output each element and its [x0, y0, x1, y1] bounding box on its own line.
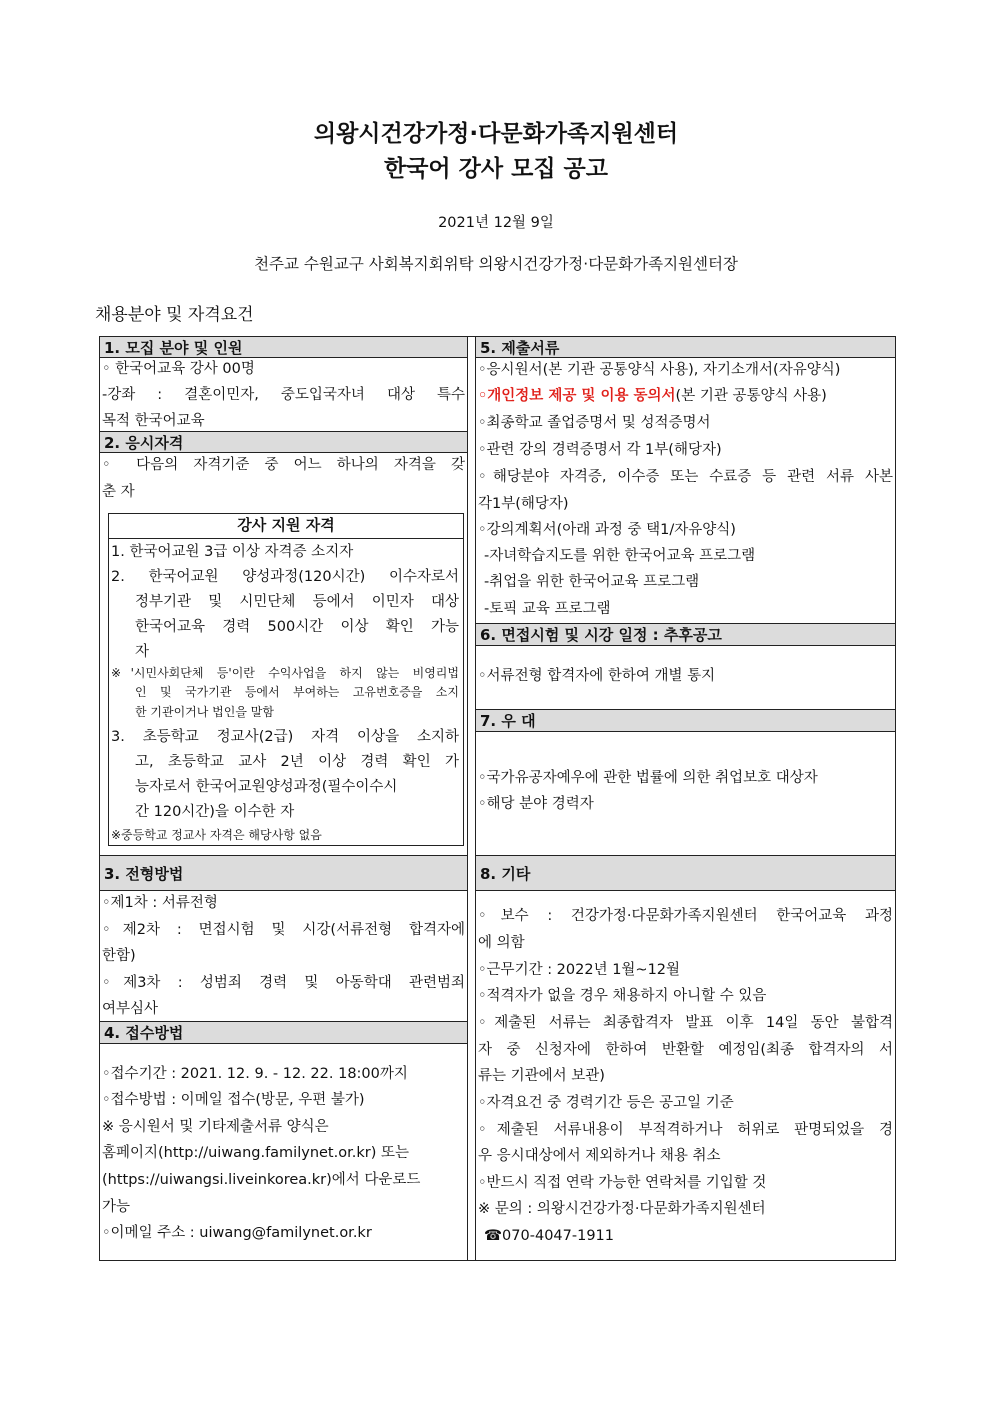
- left-column: [100, 337, 467, 1260]
- sec4-line: (https://uiwangsi.liveinkorea.kr)에서 다운로드: [102, 1172, 421, 1188]
- sec8-line: ◦반드시 직접 연락 가능한 연락처를 기입할 것: [478, 1175, 767, 1191]
- doc-subtitle: 한국어 강사 모집 공고: [384, 156, 608, 182]
- sec5-line-consent: [478, 386, 893, 406]
- qual-item: 2. 한국어교원 양성과정(120시간) 이수자로서: [111, 569, 459, 585]
- sec7-line: ◦국가유공자예우에 관한 법률에 의한 취업보호 대상자: [478, 770, 818, 786]
- section-4-header: 4. 접수방법: [100, 1021, 467, 1044]
- consent-form-highlight: ◦개인정보 제공 및 이용 동의서: [478, 388, 676, 404]
- qualification-box-title: 강사 지원 자격: [109, 514, 463, 539]
- sec8-line: ◦적격자가 없을 경우 채용하지 아니할 수 있음: [478, 988, 767, 1004]
- sec3-line: 여부심사: [102, 1001, 159, 1017]
- sec5-line: -취업을 위한 한국어교육 프로그램: [484, 574, 700, 590]
- sec8-line: ◦자격요건 중 경력기간 등은 공고일 기준: [478, 1095, 734, 1111]
- sec8-line: ◦근무기간 : 2022년 1월~12월: [478, 962, 681, 978]
- qual-item: 1. 한국어교원 3급 이상 자격증 소지자: [111, 544, 354, 560]
- sec2-line: 춘 자: [102, 484, 135, 500]
- qual-item: 자: [135, 644, 150, 660]
- qual-note: 한 기관이거나 법인을 말함: [135, 705, 274, 719]
- sec8-line: ※ 문의 : 의왕시건강가정·다문화가족지원센터: [478, 1201, 766, 1217]
- qual-item: 한국어교육 경력 500시간 이상 확인 가능: [135, 619, 459, 635]
- sec7-line: ◦해당 분야 경력자: [478, 796, 594, 812]
- section-6-header: 6. 면접시험 및 시강 일정 : 추후공고: [476, 623, 895, 646]
- right-column: [476, 337, 895, 1260]
- sec5-line: ◦응시원서(본 기관 공통양식 사용), 자기소개서(자유양식): [478, 362, 841, 378]
- sec8-line: 에 의함: [478, 935, 525, 951]
- sec8-line: 자 중 신청자에 한하여 반환할 예정임(최종 합격자의 서: [478, 1042, 893, 1058]
- issuer: 천주교 수원교구 사회복지회위탁 의왕시건강가정·다문화가족지원센터장: [254, 255, 738, 273]
- section-1-header: 1. 모집 분야 및 인원: [100, 337, 467, 358]
- sec5-line: -자녀학습지도를 위한 한국어교육 프로그램: [484, 548, 756, 564]
- sec5-line: ◦해당분야 자격증, 이수증 또는 수료증 등 관련 서류 사본: [478, 469, 893, 485]
- sec4-line: 홈페이지(http://uiwang.familynet.or.kr) 또는: [102, 1145, 409, 1161]
- section-3-header: 3. 전형방법: [100, 855, 467, 891]
- qual-note: ※중등학교 정교사 자격은 해당사항 없음: [111, 828, 322, 842]
- sec8-line: 우 응시대상에서 제외하거나 채용 취소: [478, 1148, 721, 1164]
- sec8-line: ◦보수 : 건강가정·다문화가족지원센터 한국어교육 과정: [478, 908, 893, 924]
- sec4-line: 가능: [102, 1199, 131, 1215]
- sec5-line: ◦관련 강의 경력증명서 각 1부(해당자): [478, 442, 722, 458]
- qualification-box: [108, 513, 464, 846]
- sec3-line: ◦제2차 : 면접시험 및 시강(서류전형 합격자에: [102, 922, 465, 938]
- qual-item: 3. 초등학교 정교사(2급) 자격 이상을 소지하: [111, 729, 459, 745]
- sec5-line: 각1부(해당자): [478, 496, 569, 512]
- sec4-line: ◦접수기간 : 2021. 12. 9. - 12. 22. 18:00까지: [102, 1066, 408, 1082]
- section-heading: 채용분야 및 자격요건: [95, 305, 254, 325]
- qual-item: 능자로서 한국어교원양성과정(필수이수시: [135, 779, 398, 795]
- sec3-line: ◦제1차 : 서류전형: [102, 895, 218, 911]
- sec1-line: 목적 한국어교육: [102, 413, 205, 429]
- sec5-line: ◦최종학교 졸업증명서 및 성적증명서: [478, 415, 711, 431]
- section-7-header: 7. 우 대: [476, 709, 895, 732]
- announcement-date: 2021년 12월 9일: [438, 215, 554, 231]
- sec8-line: ◦제출된 서류내용이 부적격하거나 허위로 판명되었을 경: [478, 1122, 893, 1138]
- sec4-line: ※ 응시원서 및 기타제출서류 양식은: [102, 1119, 329, 1135]
- sec4-line: ◦이메일 주소 : uiwang@familynet.or.kr: [102, 1225, 372, 1241]
- section-8-header: 8. 기타: [476, 855, 895, 891]
- qual-note: ※'시민사회단체 등'이란 수익사업을 하지 않는 비영리법: [111, 666, 459, 680]
- section-5-header: 5. 제출서류: [476, 337, 895, 358]
- sec8-line: ◦제출된 서류는 최종합격자 발표 이후 14일 동안 불합격: [478, 1015, 893, 1031]
- sec8-line: 류는 기관에서 보관): [478, 1068, 605, 1084]
- qual-item: 정부기관 및 시민단체 등에서 이민자 대상: [135, 594, 459, 610]
- contact-phone: ☎070-4047-1911: [484, 1228, 615, 1244]
- qual-item: 고, 초등학교 교사 2년 이상 경력 확인 가: [135, 754, 459, 770]
- sec2-line: ◦ 다음의 자격기준 중 어느 하나의 자격을 갖: [102, 457, 465, 473]
- sec1-line: -강좌 : 결혼이민자, 중도입국자녀 대상 특수: [102, 387, 465, 403]
- qual-note: 인 및 국가기관 등에서 부여하는 고유번호증을 소지: [135, 685, 459, 699]
- sec5-line: ◦강의계획서(아래 과정 중 택1/자유양식): [478, 522, 736, 538]
- sec5-line: -토픽 교육 프로그램: [484, 601, 611, 617]
- qual-item: 간 120시간)을 이수한 자: [135, 804, 295, 820]
- sec6-line: ◦서류전형 합격자에 한하여 개별 통지: [478, 668, 716, 684]
- doc-title: 의왕시건강가정·다문화가족지원센터: [313, 121, 679, 147]
- sec1-line: ◦ 한국어교육 강사 00명: [102, 361, 255, 377]
- sec3-line: 한함): [102, 948, 136, 964]
- column-divider: [467, 337, 476, 1260]
- sec4-line: ◦접수방법 : 이메일 접수(방문, 우편 불가): [102, 1092, 365, 1108]
- requirements-table: [99, 336, 896, 1261]
- section-2-header: 2. 응시자격: [100, 431, 467, 453]
- sec3-line: ◦제3차 : 성범죄 경력 및 아동학대 관련범죄: [102, 975, 465, 991]
- consent-form-note: (본 기관 공통양식 사용): [675, 388, 827, 404]
